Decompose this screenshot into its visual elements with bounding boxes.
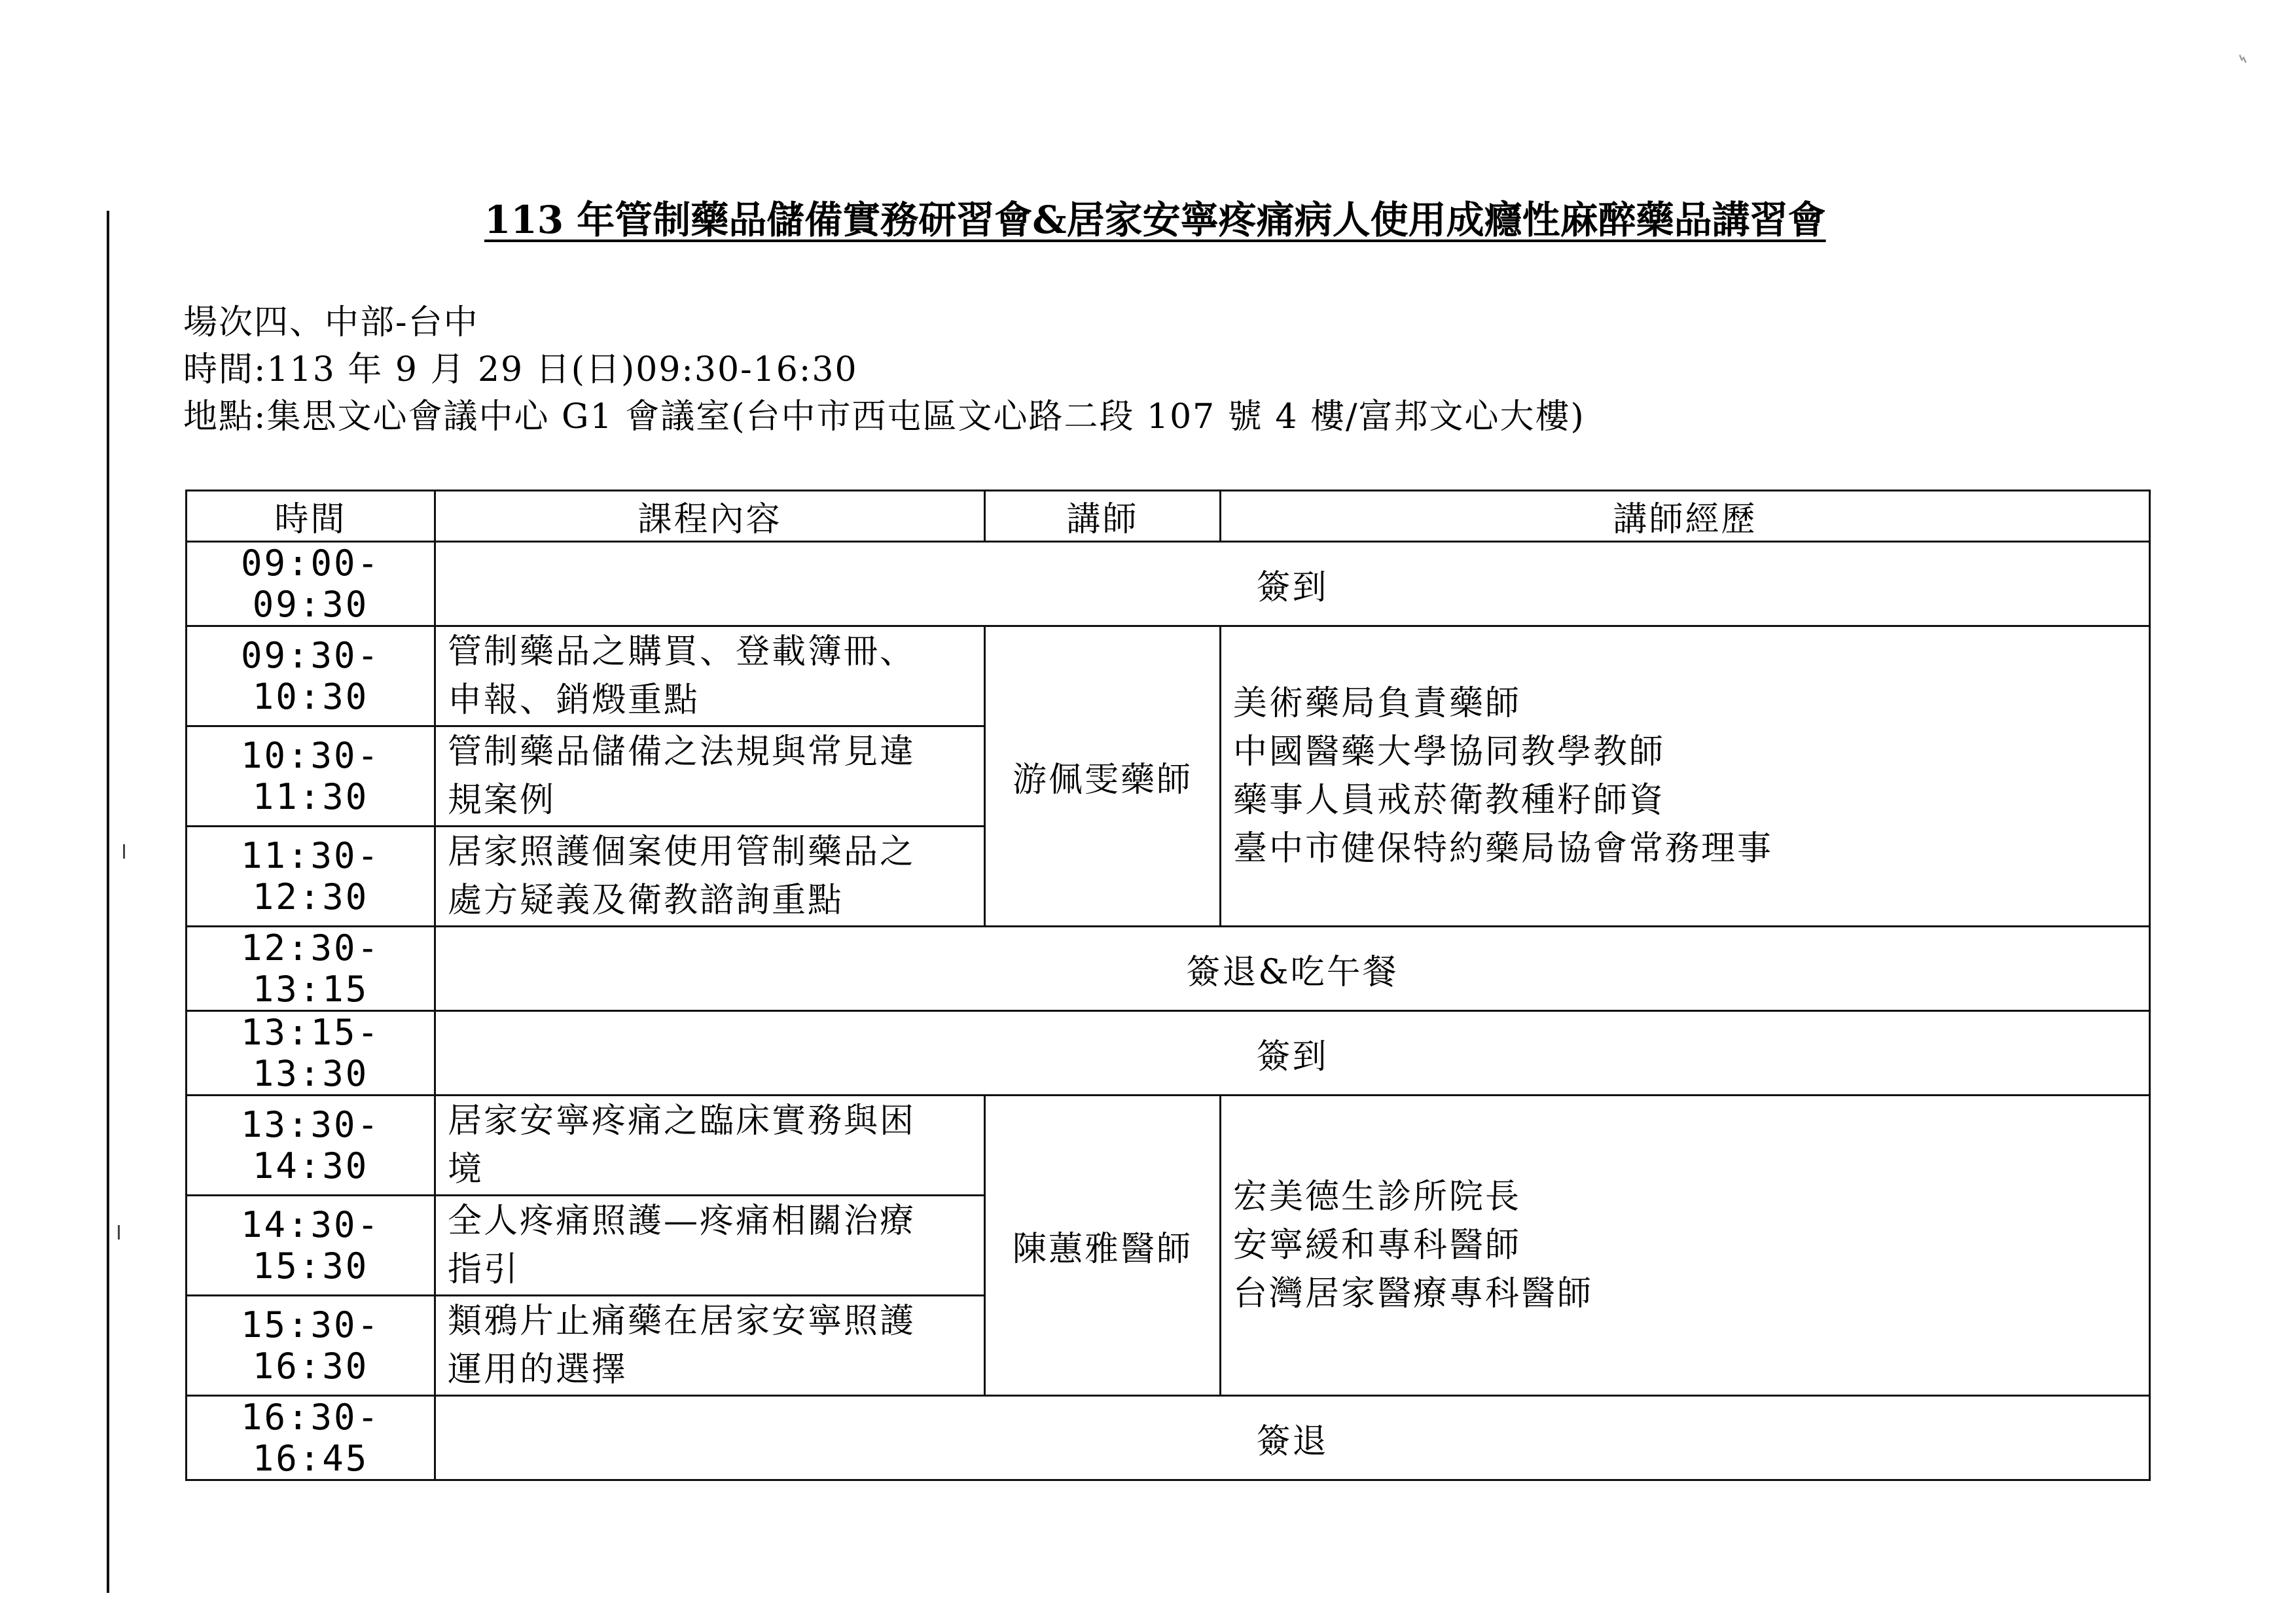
row-content-line: 居家安寧疼痛之臨床實務與困 (448, 1101, 916, 1141)
row-content (435, 1196, 985, 1296)
row-content-line: 處方疑義及衛教諮詢重點 (448, 881, 844, 920)
row-time: 10:30-11:30 (187, 726, 435, 827)
bio-line: 台灣居家醫療專科醫師 (1233, 1274, 1594, 1313)
row-time: 12:30-13:15 (187, 927, 435, 1011)
speaker-morning: 游佩雯藥師 (985, 626, 1221, 927)
speaker-afternoon-bio (1221, 1096, 2150, 1396)
table-row (187, 1011, 2150, 1096)
table-row (187, 626, 2150, 726)
bio-line: 安寧緩和專科醫師 (1233, 1226, 1522, 1265)
row-content-line: 全人疼痛照護—疼痛相關治療 (448, 1202, 916, 1241)
speaker-morning-bio (1221, 626, 2150, 927)
header-time: 時間 (187, 491, 435, 542)
scan-edge-mark (123, 844, 130, 859)
row-time: 09:00-09:30 (187, 542, 435, 626)
speaker-afternoon: 陳蕙雅醫師 (985, 1096, 1221, 1396)
row-content-line: 申報、銷燬重點 (448, 681, 700, 720)
row-content-line: 運用的選擇 (448, 1350, 628, 1389)
header-content: 課程內容 (435, 491, 985, 542)
row-event: 簽到 (435, 1011, 2150, 1096)
row-content-line: 居家照護個案使用管制藥品之 (448, 832, 916, 872)
row-time: 09:30-10:30 (187, 626, 435, 726)
row-content (435, 1296, 985, 1396)
row-time: 16:30-16:45 (187, 1396, 435, 1480)
bio-line: 藥事人員戒菸衛教種籽師資 (1233, 781, 1666, 820)
bio-line: 中國醫藥大學協同教學教師 (1233, 732, 1666, 772)
row-time: 14:30-15:30 (187, 1196, 435, 1296)
document-title: 113 年管制藥品儲備實務研習會&居家安寧疼痛病人使用成癮性麻醉藥品講習會 (484, 198, 1826, 242)
time-line: 時間:113 年 9 月 29 日(日)09:30-16:30 (183, 350, 858, 389)
row-content (435, 626, 985, 726)
row-content-line: 管制藥品儲備之法規與常見違 (448, 732, 916, 772)
row-content (435, 726, 985, 827)
scan-edge-mark (118, 1225, 125, 1240)
table-row (187, 1096, 2150, 1196)
table-row (187, 542, 2150, 626)
header-bio: 講師經歷 (1221, 491, 2150, 542)
session-line: 場次四、中部-台中 (183, 303, 479, 342)
row-time: 13:30-14:30 (187, 1096, 435, 1196)
row-event: 簽退 (435, 1396, 2150, 1480)
row-content-line: 管制藥品之購買、登載簿冊、 (448, 632, 916, 671)
bio-line: 宏美德生診所院長 (1233, 1177, 1522, 1217)
bio-line: 美術藥局負責藥師 (1233, 684, 1522, 723)
table-row (187, 927, 2150, 1011)
row-event: 簽退&吃午餐 (435, 927, 2150, 1011)
table-header-row (187, 491, 2150, 542)
left-margin-line (107, 211, 109, 1593)
row-content-line: 指引 (448, 1250, 520, 1289)
row-content (435, 1096, 985, 1196)
row-content-line: 規案例 (448, 781, 556, 820)
bio-line: 臺中市健保特約藥局協會常務理事 (1233, 829, 1774, 868)
row-content-line: 境 (448, 1150, 484, 1189)
row-time: 13:15-13:30 (187, 1011, 435, 1096)
schedule-table (185, 490, 2151, 1481)
row-time: 11:30-12:30 (187, 827, 435, 927)
row-content (435, 827, 985, 927)
row-event: 簽到 (435, 542, 2150, 626)
row-time: 15:30-16:30 (187, 1296, 435, 1396)
table-row (187, 1396, 2150, 1480)
place-line: 地點:集思文心會議中心 G1 會議室(台中市西屯區文心路二段 107 號 4 樓/富邦文心大樓) (183, 397, 1585, 437)
header-speaker: 講師 (985, 491, 1221, 542)
row-content-line: 類鴉片止痛藥在居家安寧照護 (448, 1302, 916, 1341)
scan-corner-mark: ⌁ (2231, 45, 2255, 72)
